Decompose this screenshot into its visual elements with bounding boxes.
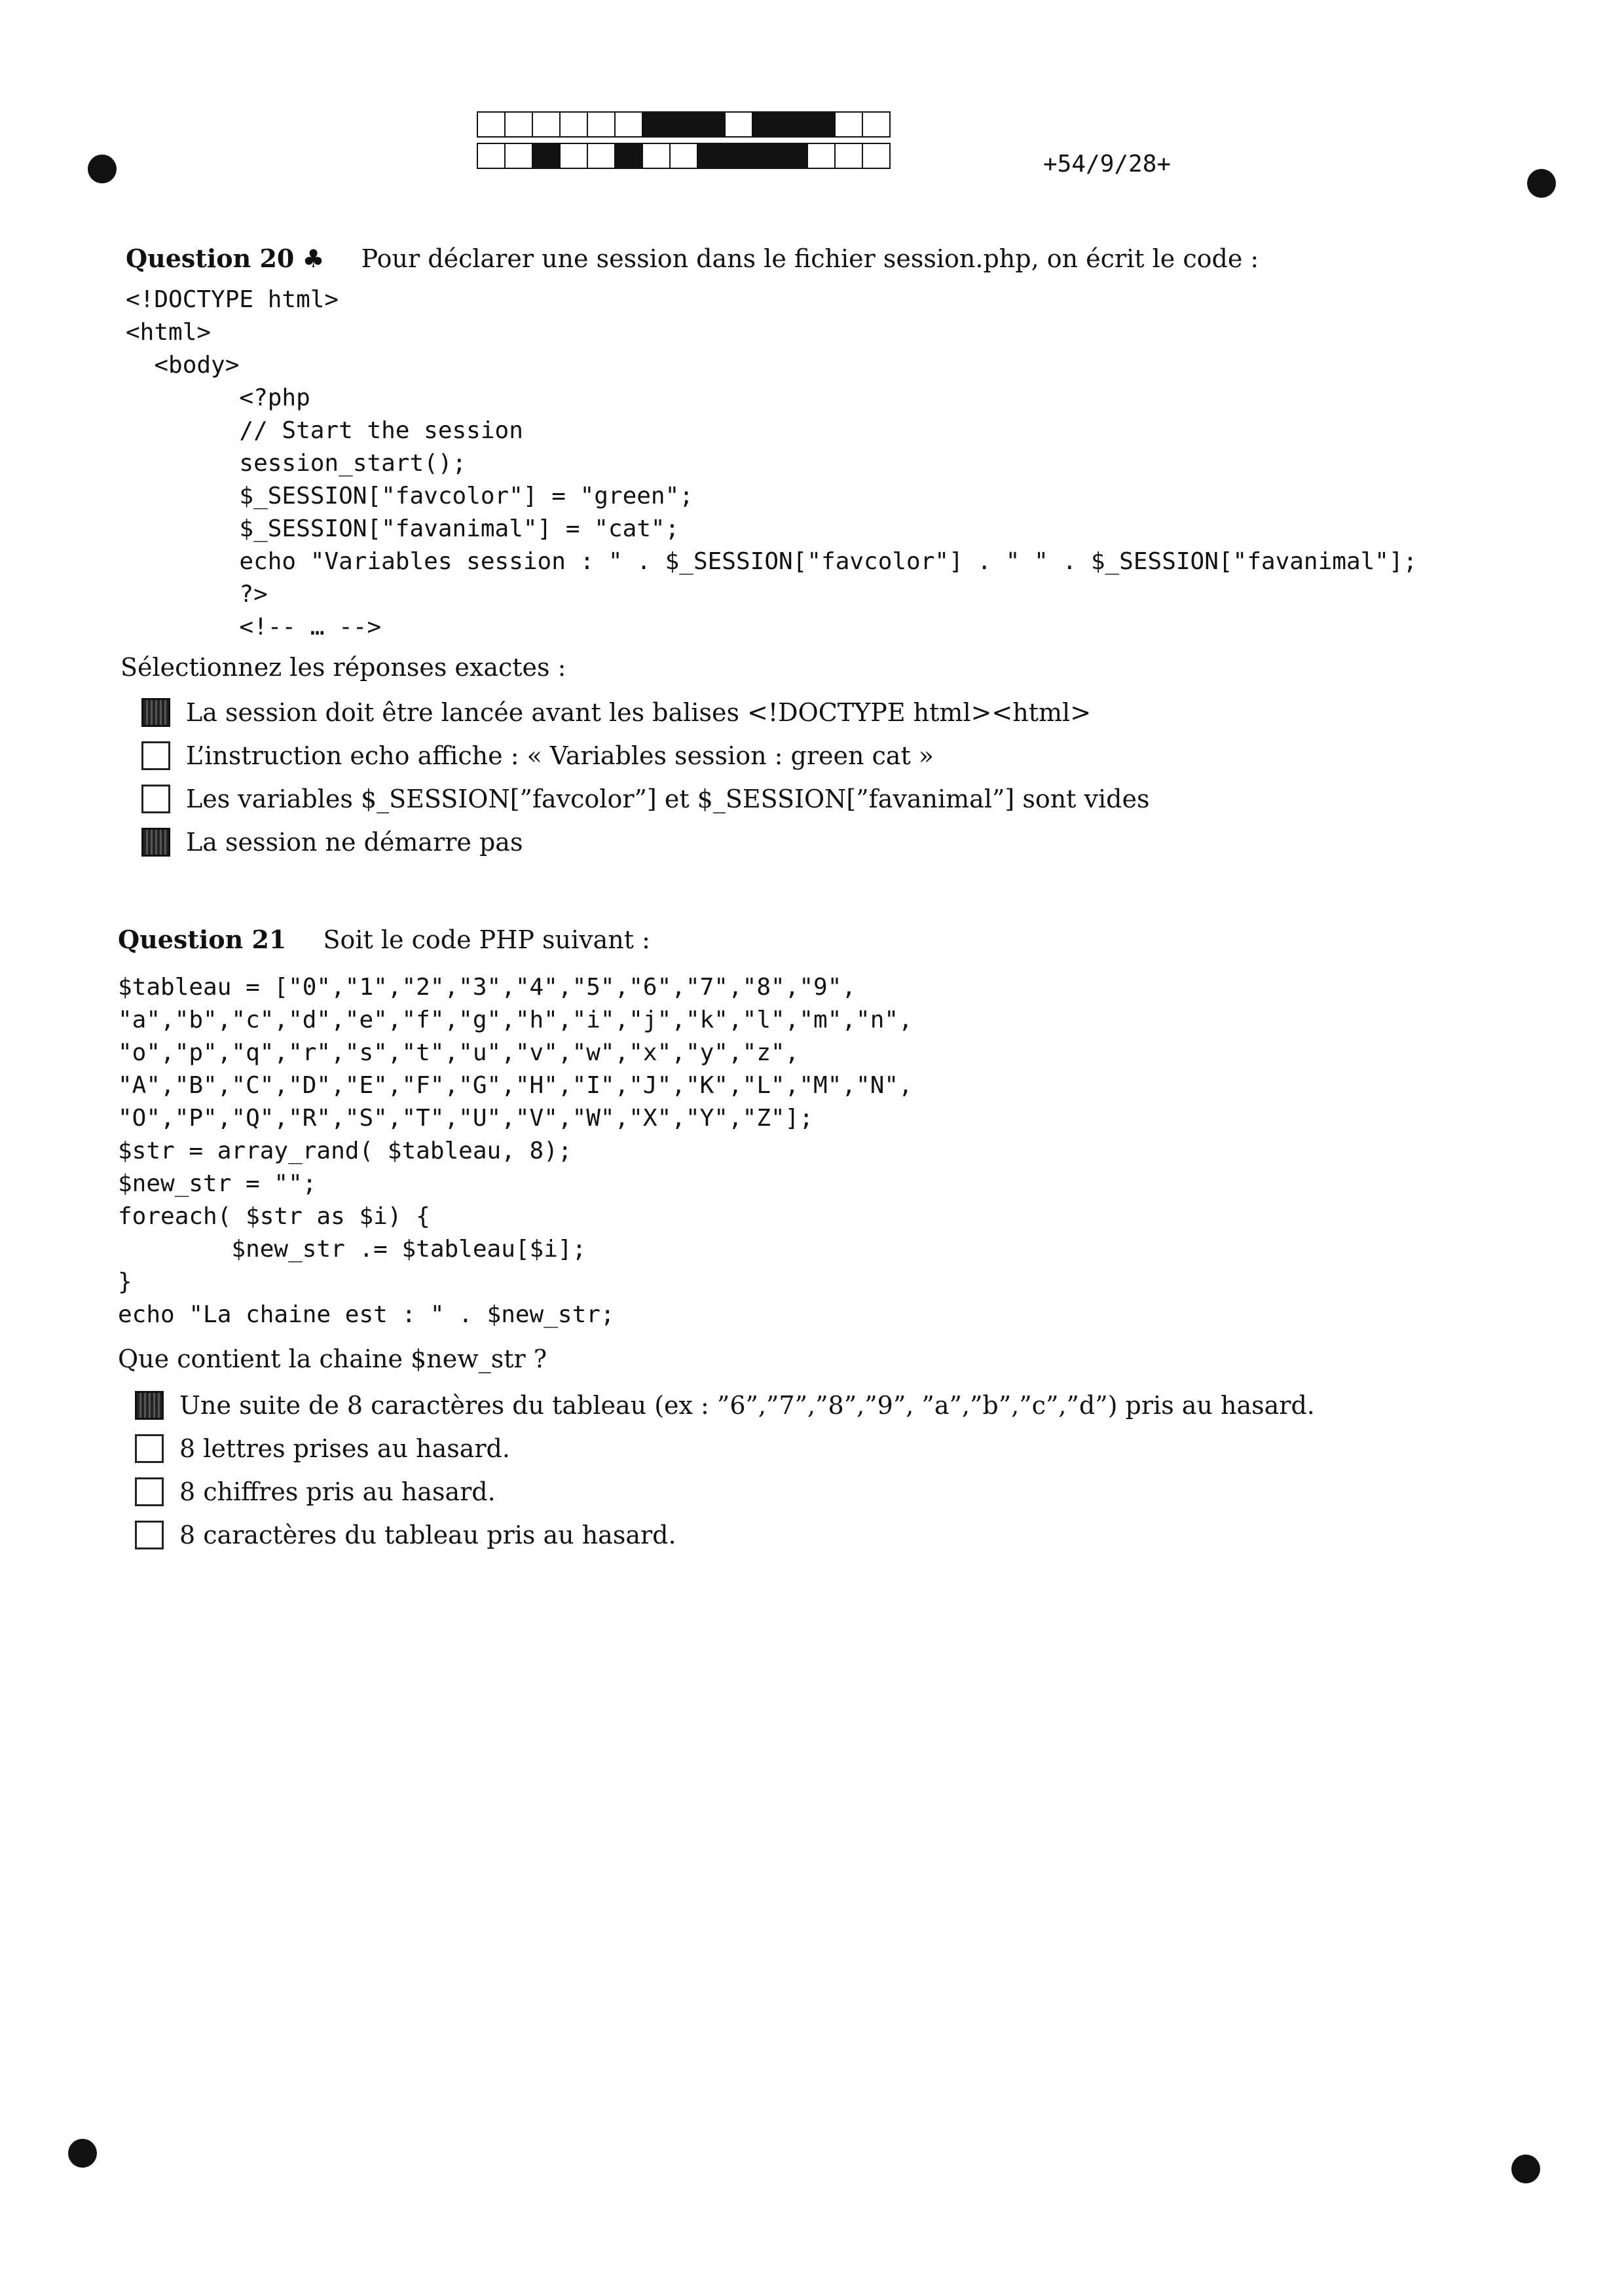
answer-list <box>135 1384 1315 1557</box>
barcode-cell <box>559 111 588 138</box>
answer-list <box>141 691 1417 864</box>
barcode-cell <box>587 111 616 138</box>
barcode-cell <box>477 143 506 169</box>
barcode-cell <box>724 143 753 169</box>
barcode-cell <box>697 143 726 169</box>
code-block: <!DOCTYPE html> <html> <body> <?php // Start the session session_start(); $_SESSION["favcolor"] = "green"; $_SESSION["favanimal"] = "cat"; echo "Variables session : " . $_SESSION["favcolor"] . " " . $_SESSION["favanimal"]; ?> <!-- … --> <box>126 286 1418 640</box>
question-21 <box>118 925 1315 1557</box>
question-text: Pour déclarer une session dans le fichier session.php, on écrit le code : <box>361 244 1259 273</box>
registration-mark-top-left <box>88 155 117 183</box>
barcode-cell <box>614 111 643 138</box>
page-barcode <box>477 111 889 174</box>
registration-mark-bottom-left <box>68 2139 97 2168</box>
answer-option[interactable] <box>135 1513 1315 1557</box>
barcode-cell <box>532 111 561 138</box>
checkbox[interactable] <box>141 828 170 857</box>
club-icon: ♣ <box>302 244 325 273</box>
barcode-cell <box>834 143 863 169</box>
barcode-cell <box>669 143 698 169</box>
registration-mark-bottom-right <box>1511 2155 1540 2183</box>
answer-option[interactable] <box>141 777 1417 821</box>
barcode-cell <box>862 111 891 138</box>
barcode-cell <box>642 143 671 169</box>
answer-option[interactable] <box>141 691 1417 734</box>
answer-text: Les variables $_SESSION[”favcolor”] et $_SESSION[”favanimal”] sont vides <box>186 785 1150 813</box>
answer-text: 8 caractères du tableau pris au hasard. <box>179 1521 676 1549</box>
question-title <box>126 244 1417 273</box>
answer-option[interactable] <box>135 1427 1315 1470</box>
barcode-cell <box>834 111 863 138</box>
checkbox[interactable] <box>135 1477 164 1506</box>
question-text: Soit le code PHP suivant : <box>323 925 650 954</box>
barcode-cell <box>779 111 808 138</box>
barcode-cell <box>532 143 561 169</box>
checkbox[interactable] <box>135 1391 164 1420</box>
checkbox[interactable] <box>141 785 170 813</box>
barcode-cell <box>642 111 671 138</box>
answer-text: La session ne démarre pas <box>186 828 523 857</box>
barcode-cell <box>669 111 698 138</box>
answer-text: Une suite de 8 caractères du tableau (ex : ”6”,”7”,”8”,”9”, ”a”,”b”,”c”,”d”) pris au hasard. <box>179 1391 1315 1420</box>
registration-mark-top-right <box>1527 169 1556 198</box>
barcode-cell <box>504 143 533 169</box>
barcode-cell <box>724 111 753 138</box>
barcode-cell <box>614 143 643 169</box>
checkbox[interactable] <box>135 1434 164 1463</box>
barcode-cell <box>752 143 781 169</box>
question-label: Question 21 <box>118 925 287 954</box>
barcode-cell <box>862 143 891 169</box>
answer-text: La session doit être lancée avant les balises <!DOCTYPE html><html> <box>186 698 1092 727</box>
answer-text: L’instruction echo affiche : « Variables session : green cat » <box>186 741 934 770</box>
barcode-cell <box>807 143 836 169</box>
page-code: +54/9/28+ <box>1043 151 1172 177</box>
barcode-cell <box>504 111 533 138</box>
question-label: Question 20 <box>126 244 295 273</box>
question-title <box>118 925 1315 954</box>
barcode-cell <box>807 111 836 138</box>
answer-option[interactable] <box>135 1470 1315 1513</box>
barcode-cell <box>779 143 808 169</box>
barcode-cell <box>587 143 616 169</box>
answer-text: 8 lettres prises au hasard. <box>179 1434 510 1463</box>
barcode-cell <box>477 111 506 138</box>
code-block: $tableau = ["0","1","2","3","4","5","6","7","8","9", "a","b","c","d","e","f","g","h","i","j","k","l","m","n", "o","p","q","r","s","t","u","v","w","x","y","z", "A","B","C","D","E","F","G","H","I","J","K","L","M","N", "O","P","Q","R","S","T","U","V","W","X","Y","Z"]; $str = array_rand( $tableau, 8); $new_str = ""; foreach( $str as $i) { $new_str .= $tableau[$i]; } echo "La chaine est : " . $new_str; <box>118 974 913 1328</box>
checkbox[interactable] <box>141 698 170 727</box>
barcode-row <box>477 111 889 140</box>
answer-option[interactable] <box>141 821 1417 864</box>
question-20 <box>120 244 1418 864</box>
checkbox[interactable] <box>135 1521 164 1549</box>
barcode-cell <box>752 111 781 138</box>
barcode-row <box>477 143 889 172</box>
barcode-cell <box>697 111 726 138</box>
answer-prompt: Sélectionnez les réponses exactes : <box>120 653 566 682</box>
answer-text: 8 chiffres pris au hasard. <box>179 1477 496 1506</box>
answer-option[interactable] <box>141 734 1417 777</box>
checkbox[interactable] <box>141 741 170 770</box>
answer-option[interactable] <box>135 1384 1315 1427</box>
barcode-cell <box>559 143 588 169</box>
answer-prompt: Que contient la chaine $new_str ? <box>118 1344 547 1373</box>
